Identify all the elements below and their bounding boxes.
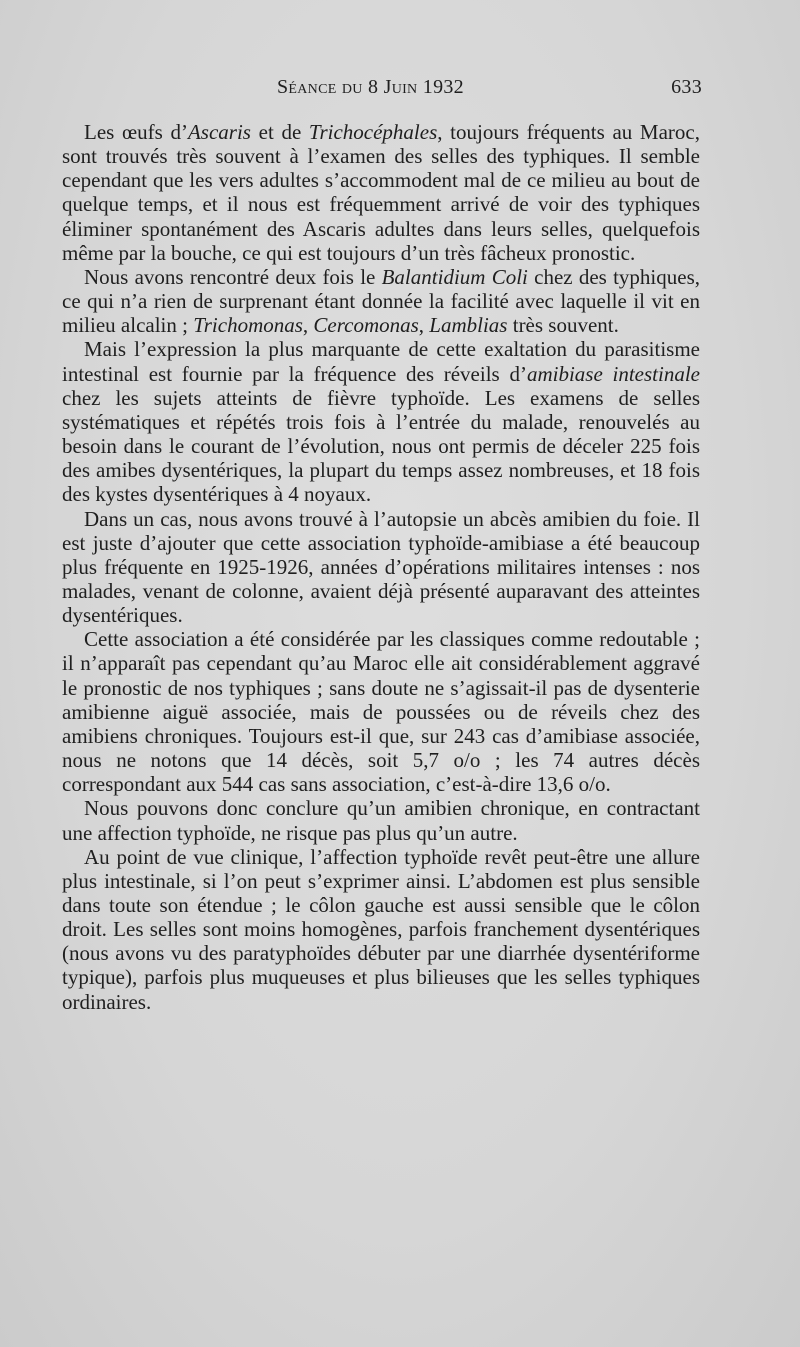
text-run: Au point de vue clinique, l’affection typhoïde revêt peut-être une allure plus intestinale, si l’on peut s’exprimer ainsi. L’abdomen est plus sensible dans toute son étendue ; le côlon gauche est aussi sensible que le côlon droit. Les selles sont moins homogènes, parfois franchement dysentériques (nous avons vu des paratyphoïdes débuter par une diarrhée dysentériforme typique), parfois plus muqueuses et plus bilieuses que les selles typhiques ordinaires.	[62, 844, 700, 1014]
paragraph	[62, 627, 700, 796]
italic-term: Lamblias	[429, 313, 508, 338]
running-header	[62, 76, 702, 102]
text-run: très souvent.	[507, 313, 619, 338]
text-run: Nous avons rencontré deux fois le	[84, 264, 382, 289]
paragraph	[62, 265, 700, 337]
text-run: Mais l’expression la plus marquante de cette exaltation du parasitisme intestinal est fournie par la fréquence des réveils d’	[62, 337, 700, 386]
italic-term: Ascaris	[187, 120, 251, 144]
paragraph	[62, 337, 700, 506]
text-run: chez des typhiques, ce qui n’a rien de surprenant étant donnée la facilité avec laquelle il vit en milieu alcalin ;	[62, 264, 700, 338]
page-number: 633	[671, 76, 702, 98]
text-run: et de	[250, 120, 309, 144]
paragraph	[62, 507, 700, 628]
italic-term: Trichomonas	[193, 313, 303, 338]
italic-term: Trichocéphales	[308, 120, 438, 144]
text-run: ,	[418, 313, 430, 338]
paragraph	[62, 796, 700, 844]
running-title: Séance du 8 Juin 1932	[277, 76, 464, 98]
text-run: Les œufs d’	[84, 120, 188, 144]
text-run: , toujours fréquents au Maroc, sont trouvés très souvent à l’examen des selles des typhiques. Il semble cependant que les vers adultes s’accommodent mal de ce milieu au bout de quelque temps, et il nous est fréquemment arrivé de voir des typhiques éliminer spontanément des Ascaris adultes dans leurs selles, quelquefois même par la bouche, ce qui est toujours d’un très fâcheux pronostic.	[62, 120, 700, 265]
text-run: Dans un cas, nous avons trouvé à l’autopsie un abcès amibien du foie. Il est juste d’ajouter que cette association typhoïde-amibiase a été beaucoup plus fréquente en 1925-1926, années d’opérations militaires intenses : nos malades, venant de colonne, avaient déjà présenté auparavant des atteintes dysentériques.	[62, 506, 700, 628]
text-run: Nous pouvons donc conclure qu’un amibien chronique, en contractant une affection typhoïde, ne risque pas plus qu’un autre.	[62, 796, 700, 845]
italic-term: amibiase intestinale	[526, 361, 700, 386]
text-run: chez les sujets atteints de fièvre typhoïde. Les examens de selles systématiques et répétés trois fois à l’entrée du malade, renouvelés au besoin dans le courant de l’évolution, nous ont permis de déceler 225 fois des amibes dysentériques, la plupart du temps assez nombreuses, et 18 fois des kystes dysentériques à 4 noyaux.	[62, 385, 700, 507]
paragraph	[62, 120, 700, 265]
text-run: Cette association a été considérée par les classiques comme redoutable ; il n’apparaît pas cependant qu’au Maroc elle ait considérablement aggravé le pronostic de nos typhiques ; sans doute ne s’agissait-il pas de dysenterie amibienne aiguë associée, mais de poussées ou de réveils chez des amibiens chroniques. Toujours est-il que, sur 243 cas d’amibiase associée, nous ne notons que 14 décès, soit 5,7 o/o ; les 74 autres décès correspondant aux 544 cas sans association, c’est-à-dire 13,6 o/o.	[62, 627, 700, 797]
italic-term: Balantidium Coli	[381, 264, 528, 289]
italic-term: Cercomonas	[313, 313, 419, 338]
text-run: ,	[302, 313, 314, 338]
body-text	[62, 120, 700, 1014]
paragraph	[62, 845, 700, 1014]
